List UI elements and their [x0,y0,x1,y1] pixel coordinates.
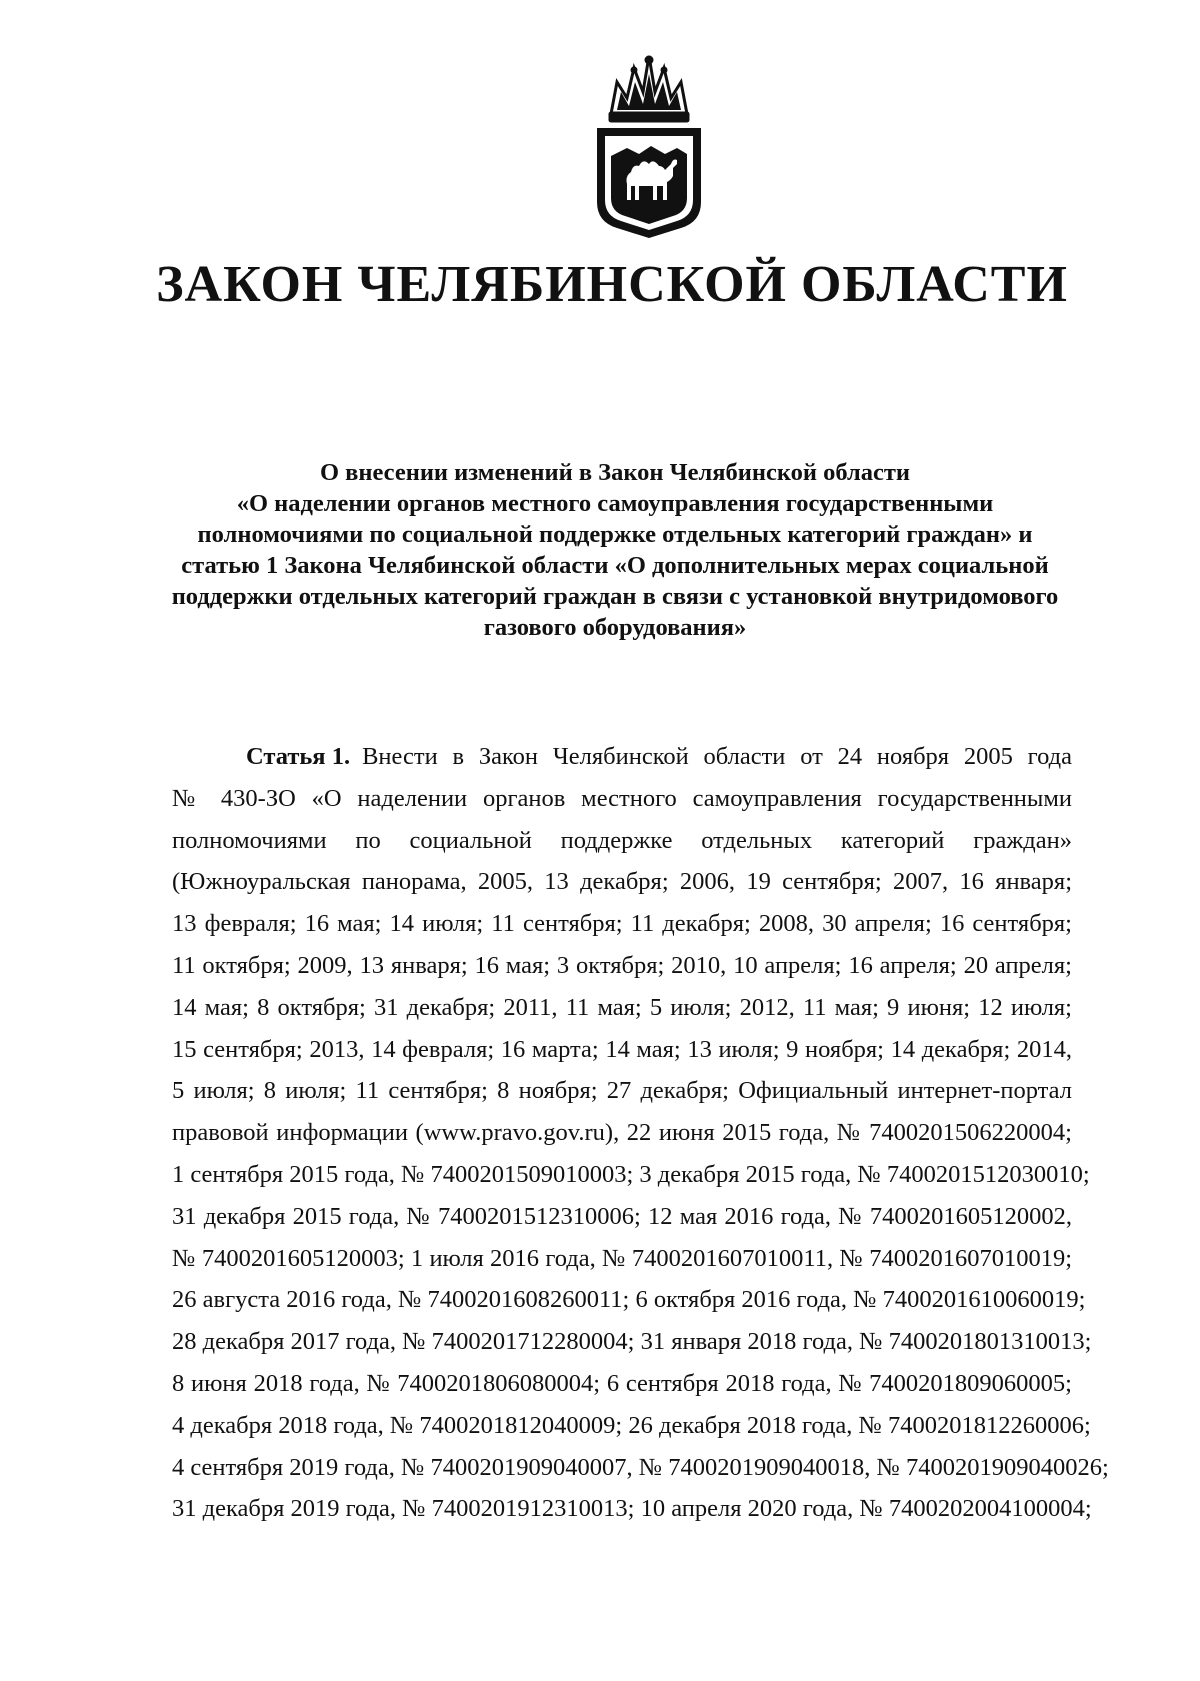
subject-line: «О наделении органов местного самоуправления государственными [236,490,994,517]
subject-line: газового оборудования» [483,614,747,641]
body-line: правовой информации (www.pravo.gov.ru), 22 июня 2015 года, № 7400201506220004; [172,1119,1072,1147]
body-line: 31 декабря 2019 года, № 7400201912310013; 10 апреля 2020 года, № 7400202004100004; [172,1495,1092,1523]
body-line: 11 октября; 2009, 13 января; 16 мая; 3 октября; 2010, 10 апреля; 16 апреля; 20 апреля; [172,951,1072,979]
subject-line: полномочиями по социальной поддержке отдельных категорий граждан» и [197,521,1033,548]
body-line: 1 сентября 2015 года, № 7400201509010003; 3 декабря 2015 года, № 7400201512030010; [172,1160,1090,1188]
body-line: (Южноуральская панорама, 2005, 13 декабря; 2006, 19 сентября; 2007, 16 января; [172,868,1072,896]
subject-line: статью 1 Закона Челябинской области «О дополнительных мерах социальной [181,552,1049,579]
subject-line: О внесении изменений в Закон Челябинской области [319,459,911,486]
body-line: 5 июля; 8 июля; 11 сентября; 8 ноября; 27 декабря; Официальный интернет-портал [172,1077,1072,1105]
subject-line: поддержки отдельных категорий граждан в связи с установкой внутридомового [171,583,1059,610]
body-line: 4 декабря 2018 года, № 7400201812040009; 26 декабря 2018 года, № 7400201812260006; [172,1411,1091,1439]
body-line: 14 мая; 8 октября; 31 декабря; 2011, 11 мая; 5 июля; 2012, 11 мая; 9 июня; 12 июля; [172,993,1072,1021]
law-subject-heading [150,457,1080,643]
body-line: 28 декабря 2017 года, № 7400201712280004; 31 января 2018 года, № 7400201801310013; [172,1328,1092,1356]
body-line: полномочиями по социальной поддержке отдельных категорий граждан» [172,826,1072,854]
body-line: 13 февраля; 16 мая; 14 июля; 11 сентября; 11 декабря; 2008, 30 апреля; 16 сентября; [172,910,1072,938]
body-line: 26 августа 2016 года, № 7400201608260011; 6 октября 2016 года, № 7400201610060019; [172,1286,1086,1314]
body-line: 8 июня 2018 года, № 7400201806080004; 6 сентября 2018 года, № 7400201809060005; [172,1369,1072,1397]
body-line: № 430-ЗО «О наделении органов местного самоуправления государственными [172,784,1072,812]
body-line: 15 сентября; 2013, 14 февраля; 16 марта; 14 мая; 13 июля; 9 ноября; 14 декабря; 2014, [172,1035,1072,1063]
chelyabinsk-coat-of-arms-icon [587,52,711,242]
law-title: ЗАКОН ЧЕЛЯБИНСКОЙ ОБЛАСТИ [156,256,1068,313]
body-line: № 7400201605120003; 1 июля 2016 года, № 7400201607010011, № 7400201607010019; [172,1244,1072,1272]
body-line: 31 декабря 2015 года, № 7400201512310006; 12 мая 2016 года, № 7400201605120002, [172,1202,1072,1230]
article-first-line [172,736,1072,778]
body-line: Внести в Закон Челябинской области от 24 ноября 2005 года [362,743,1072,770]
article-label: Статья 1. [246,743,351,770]
article-1-body [172,736,1109,1530]
body-line: 4 сентября 2019 года, № 7400201909040007, № 7400201909040018, № 7400201909040026; [172,1453,1109,1481]
